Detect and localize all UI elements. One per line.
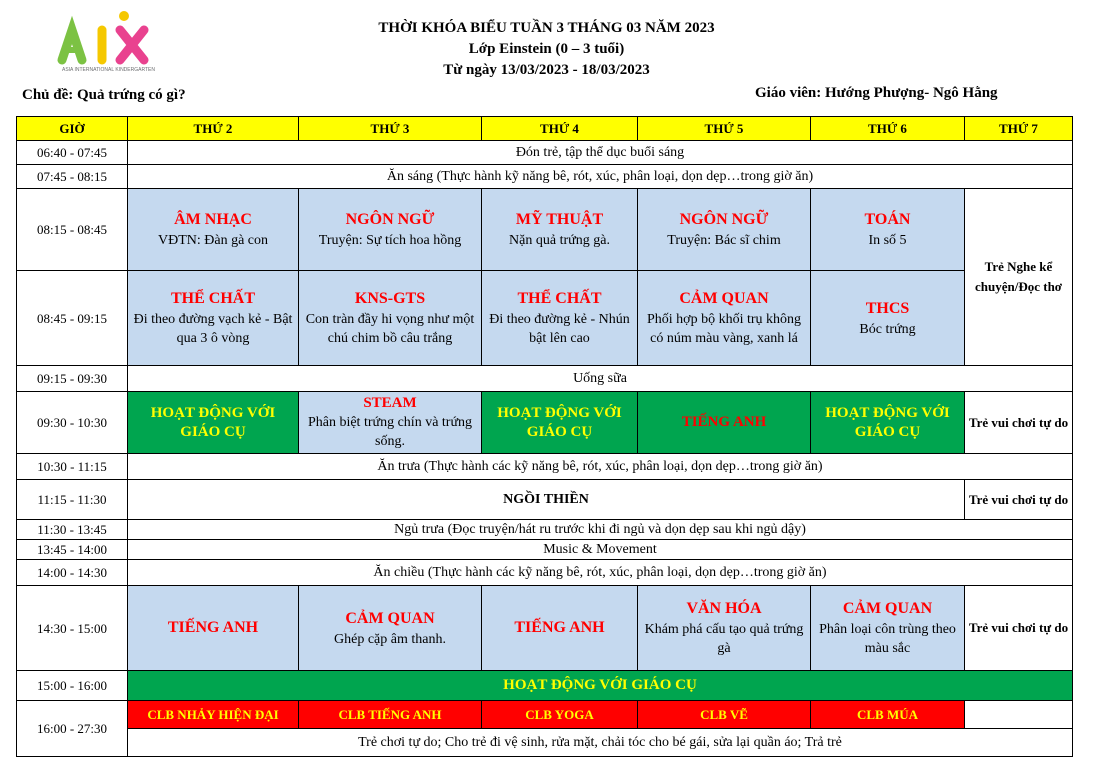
- club-cell: CLB YOGA: [482, 701, 638, 729]
- lesson-desc: Truyện: Bác sĩ chim: [667, 233, 781, 248]
- saturday-activity: Trẻ vui chơi tự do: [965, 586, 1073, 671]
- activity-cell: HOẠT ĐỘNG VỚI GIÁO CỤ: [128, 392, 299, 454]
- subject-label: TIẾNG ANH: [167, 619, 259, 636]
- lesson-desc: Con tràn đầy hi vọng như một chú chim bồ câu trắng: [305, 312, 475, 346]
- table-row: [17, 392, 1073, 454]
- lesson-cell: [482, 586, 638, 671]
- lesson-desc: Phân biệt trứng chín và trứng sống.: [307, 415, 473, 449]
- subject-label: THỂ CHẤT: [517, 290, 602, 307]
- table-row: [17, 729, 1073, 757]
- col-header-mon: THỨ 2: [128, 117, 299, 141]
- table-row: [17, 520, 1073, 540]
- subject-label: CẢM QUAN: [679, 290, 769, 307]
- lesson-desc: Nặn quả trứng gà.: [509, 233, 610, 248]
- subject-label: NGÔN NGỮ: [679, 211, 769, 228]
- club-cell: CLB MÚA: [811, 701, 965, 729]
- subject-label: TIẾNG ANH: [514, 619, 605, 636]
- time-cell: 14:30 - 15:00: [17, 586, 128, 671]
- subject-label: THCS: [865, 299, 910, 317]
- subject-label: VĂN HÓA: [686, 600, 762, 617]
- table-row: [17, 480, 1073, 520]
- lesson-desc: Ghép cặp âm thanh.: [334, 631, 446, 647]
- lesson-cell: [638, 271, 811, 366]
- club-cell: CLB NHẢY HIỆN ĐẠI: [128, 701, 299, 729]
- lesson-cell: [299, 271, 482, 366]
- lesson-cell: [128, 586, 299, 671]
- time-cell: 15:00 - 16:00: [17, 671, 128, 701]
- subject-label: KNS-GTS: [354, 290, 426, 307]
- activity-cell: Ngủ trưa (Đọc truyện/hát ru trước khi đi ngủ và dọn dẹp sau khi ngủ dậy): [128, 520, 1073, 540]
- activity-cell: Ăn sáng (Thực hành kỹ năng bê, rót, xúc, phân loại, dọn dẹp…trong giờ ăn): [128, 165, 1073, 189]
- lesson-cell: [482, 189, 638, 271]
- table-row: [17, 701, 1073, 729]
- club-cell: CLB VẼ: [638, 701, 811, 729]
- table-row: [17, 271, 1073, 366]
- col-header-sat: THỨ 7: [965, 117, 1073, 141]
- table-row: [17, 454, 1073, 480]
- col-header-tue: THỨ 3: [299, 117, 482, 141]
- activity-cell: HOẠT ĐỘNG VỚI GIÁO CỤ: [482, 392, 638, 454]
- saturday-activity: Trẻ Nghe kể chuyện/Đọc thơ: [965, 189, 1073, 366]
- lesson-cell: [811, 586, 965, 671]
- schedule-title: THỜI KHÓA BIỂU TUẦN 3 THÁNG 03 NĂM 2023: [378, 20, 715, 36]
- timetable: [16, 116, 1073, 757]
- time-cell: 09:30 - 10:30: [17, 392, 128, 454]
- lesson-desc: Phối hợp bộ khối trụ không có núm màu vàng, xanh lá: [646, 312, 802, 346]
- lesson-cell: [128, 189, 299, 271]
- lesson-cell: [638, 586, 811, 671]
- time-cell: 11:15 - 11:30: [17, 480, 128, 520]
- table-row: [17, 165, 1073, 189]
- class-name: Lớp Einstein (0 – 3 tuổi): [468, 41, 625, 57]
- lesson-desc: Truyện: Sự tích hoa hồng: [318, 233, 462, 248]
- time-cell: 06:40 - 07:45: [17, 141, 128, 165]
- logo-small-text: ASIA INTERNATIONAL KINDERGARTEN: [62, 67, 155, 73]
- table-row: [17, 141, 1073, 165]
- lesson-cell: [811, 271, 965, 366]
- club-cell: CLB TIẾNG ANH: [299, 701, 482, 729]
- topic-label: Chủ đề: Quả trứng có gì?: [22, 87, 186, 103]
- lesson-cell: [638, 189, 811, 271]
- time-cell: 09:15 - 09:30: [17, 366, 128, 392]
- time-cell: 11:30 - 13:45: [17, 520, 128, 540]
- activity-cell: Uống sữa: [128, 366, 1073, 392]
- lesson-cell: [299, 392, 482, 454]
- teacher-label: Giáo viên: Hướng Phượng- Ngô Hằng: [755, 85, 998, 101]
- col-header-time: GIỜ: [17, 117, 128, 141]
- table-row: [17, 671, 1073, 701]
- time-cell: 14:00 - 14:30: [17, 560, 128, 586]
- table-row: [17, 586, 1073, 671]
- lesson-desc: Phân loại côn trùng theo màu sắc: [819, 622, 956, 656]
- activity-cell: HOẠT ĐỘNG VỚI GIÁO CỤ: [128, 671, 1073, 701]
- activity-cell: Đón trẻ, tập thể dục buổi sáng: [128, 141, 1073, 165]
- lesson-cell: [299, 586, 482, 671]
- time-cell: 08:15 - 08:45: [17, 189, 128, 271]
- time-cell: 07:45 - 08:15: [17, 165, 128, 189]
- activity-cell: TIẾNG ANH: [638, 392, 811, 454]
- empty-cell: [965, 701, 1073, 729]
- header-row: [17, 117, 1073, 141]
- subject-label: THỂ CHẤT: [170, 290, 255, 307]
- lesson-desc: In số 5: [868, 233, 907, 248]
- lesson-desc: Khám phá cấu tạo quả trứng gà: [644, 622, 804, 656]
- lesson-cell: [482, 271, 638, 366]
- activity-cell: NGỒI THIỀN: [128, 480, 965, 520]
- saturday-activity: Trẻ vui chơi tự do: [965, 392, 1073, 454]
- date-range: Từ ngày 13/03/2023 - 18/03/2023: [443, 62, 650, 78]
- time-cell: 16:00 - 27:30: [17, 701, 128, 757]
- table-row: [17, 189, 1073, 271]
- lesson-cell: [299, 189, 482, 271]
- table-row: [17, 366, 1073, 392]
- col-header-thu: THỨ 5: [638, 117, 811, 141]
- lesson-desc: Bóc trứng: [859, 321, 916, 337]
- subject-label: STEAM: [363, 395, 417, 411]
- subject-label: NGÔN NGỮ: [345, 211, 435, 228]
- lesson-cell: [811, 189, 965, 271]
- lesson-cell: [128, 271, 299, 366]
- subject-label: ÂM NHẠC: [174, 211, 252, 228]
- subject-label: CẢM QUAN: [842, 600, 933, 617]
- lesson-desc: Đi theo đường kẻ - Nhún bật lên cao: [489, 312, 630, 346]
- activity-cell: Ăn trưa (Thực hành các kỹ năng bê, rót, xúc, phân loại, dọn dẹp…trong giờ ăn): [128, 454, 1073, 480]
- table-row: [17, 560, 1073, 586]
- saturday-activity: Trẻ vui chơi tự do: [965, 480, 1073, 520]
- time-cell: 08:45 - 09:15: [17, 271, 128, 366]
- activity-cell: HOẠT ĐỘNG VỚI GIÁO CỤ: [811, 392, 965, 454]
- col-header-wed: THỨ 4: [482, 117, 638, 141]
- table-row: [17, 540, 1073, 560]
- subject-label: TOÁN: [864, 211, 911, 228]
- lesson-desc: VĐTN: Đàn gà con: [157, 233, 269, 248]
- col-header-fri: THỨ 6: [811, 117, 965, 141]
- time-cell: 10:30 - 11:15: [17, 454, 128, 480]
- activity-cell: Trẻ chơi tự do; Cho trẻ đi vệ sinh, rửa mặt, chải tóc cho bé gái, sửa lại quần áo; Trả trẻ: [128, 729, 1073, 757]
- activity-cell: Ăn chiều (Thực hành các kỹ năng bê, rót, xúc, phân loại, dọn dẹp…trong giờ ăn): [128, 560, 1073, 586]
- subject-label: CẢM QUAN: [345, 609, 435, 627]
- activity-cell: Music & Movement: [128, 540, 1073, 560]
- subject-label: MỸ THUẬT: [515, 211, 604, 228]
- time-cell: 13:45 - 14:00: [17, 540, 128, 560]
- lesson-desc: Đi theo đường vạch kẻ - Bật qua 3 ô vòng: [133, 312, 293, 346]
